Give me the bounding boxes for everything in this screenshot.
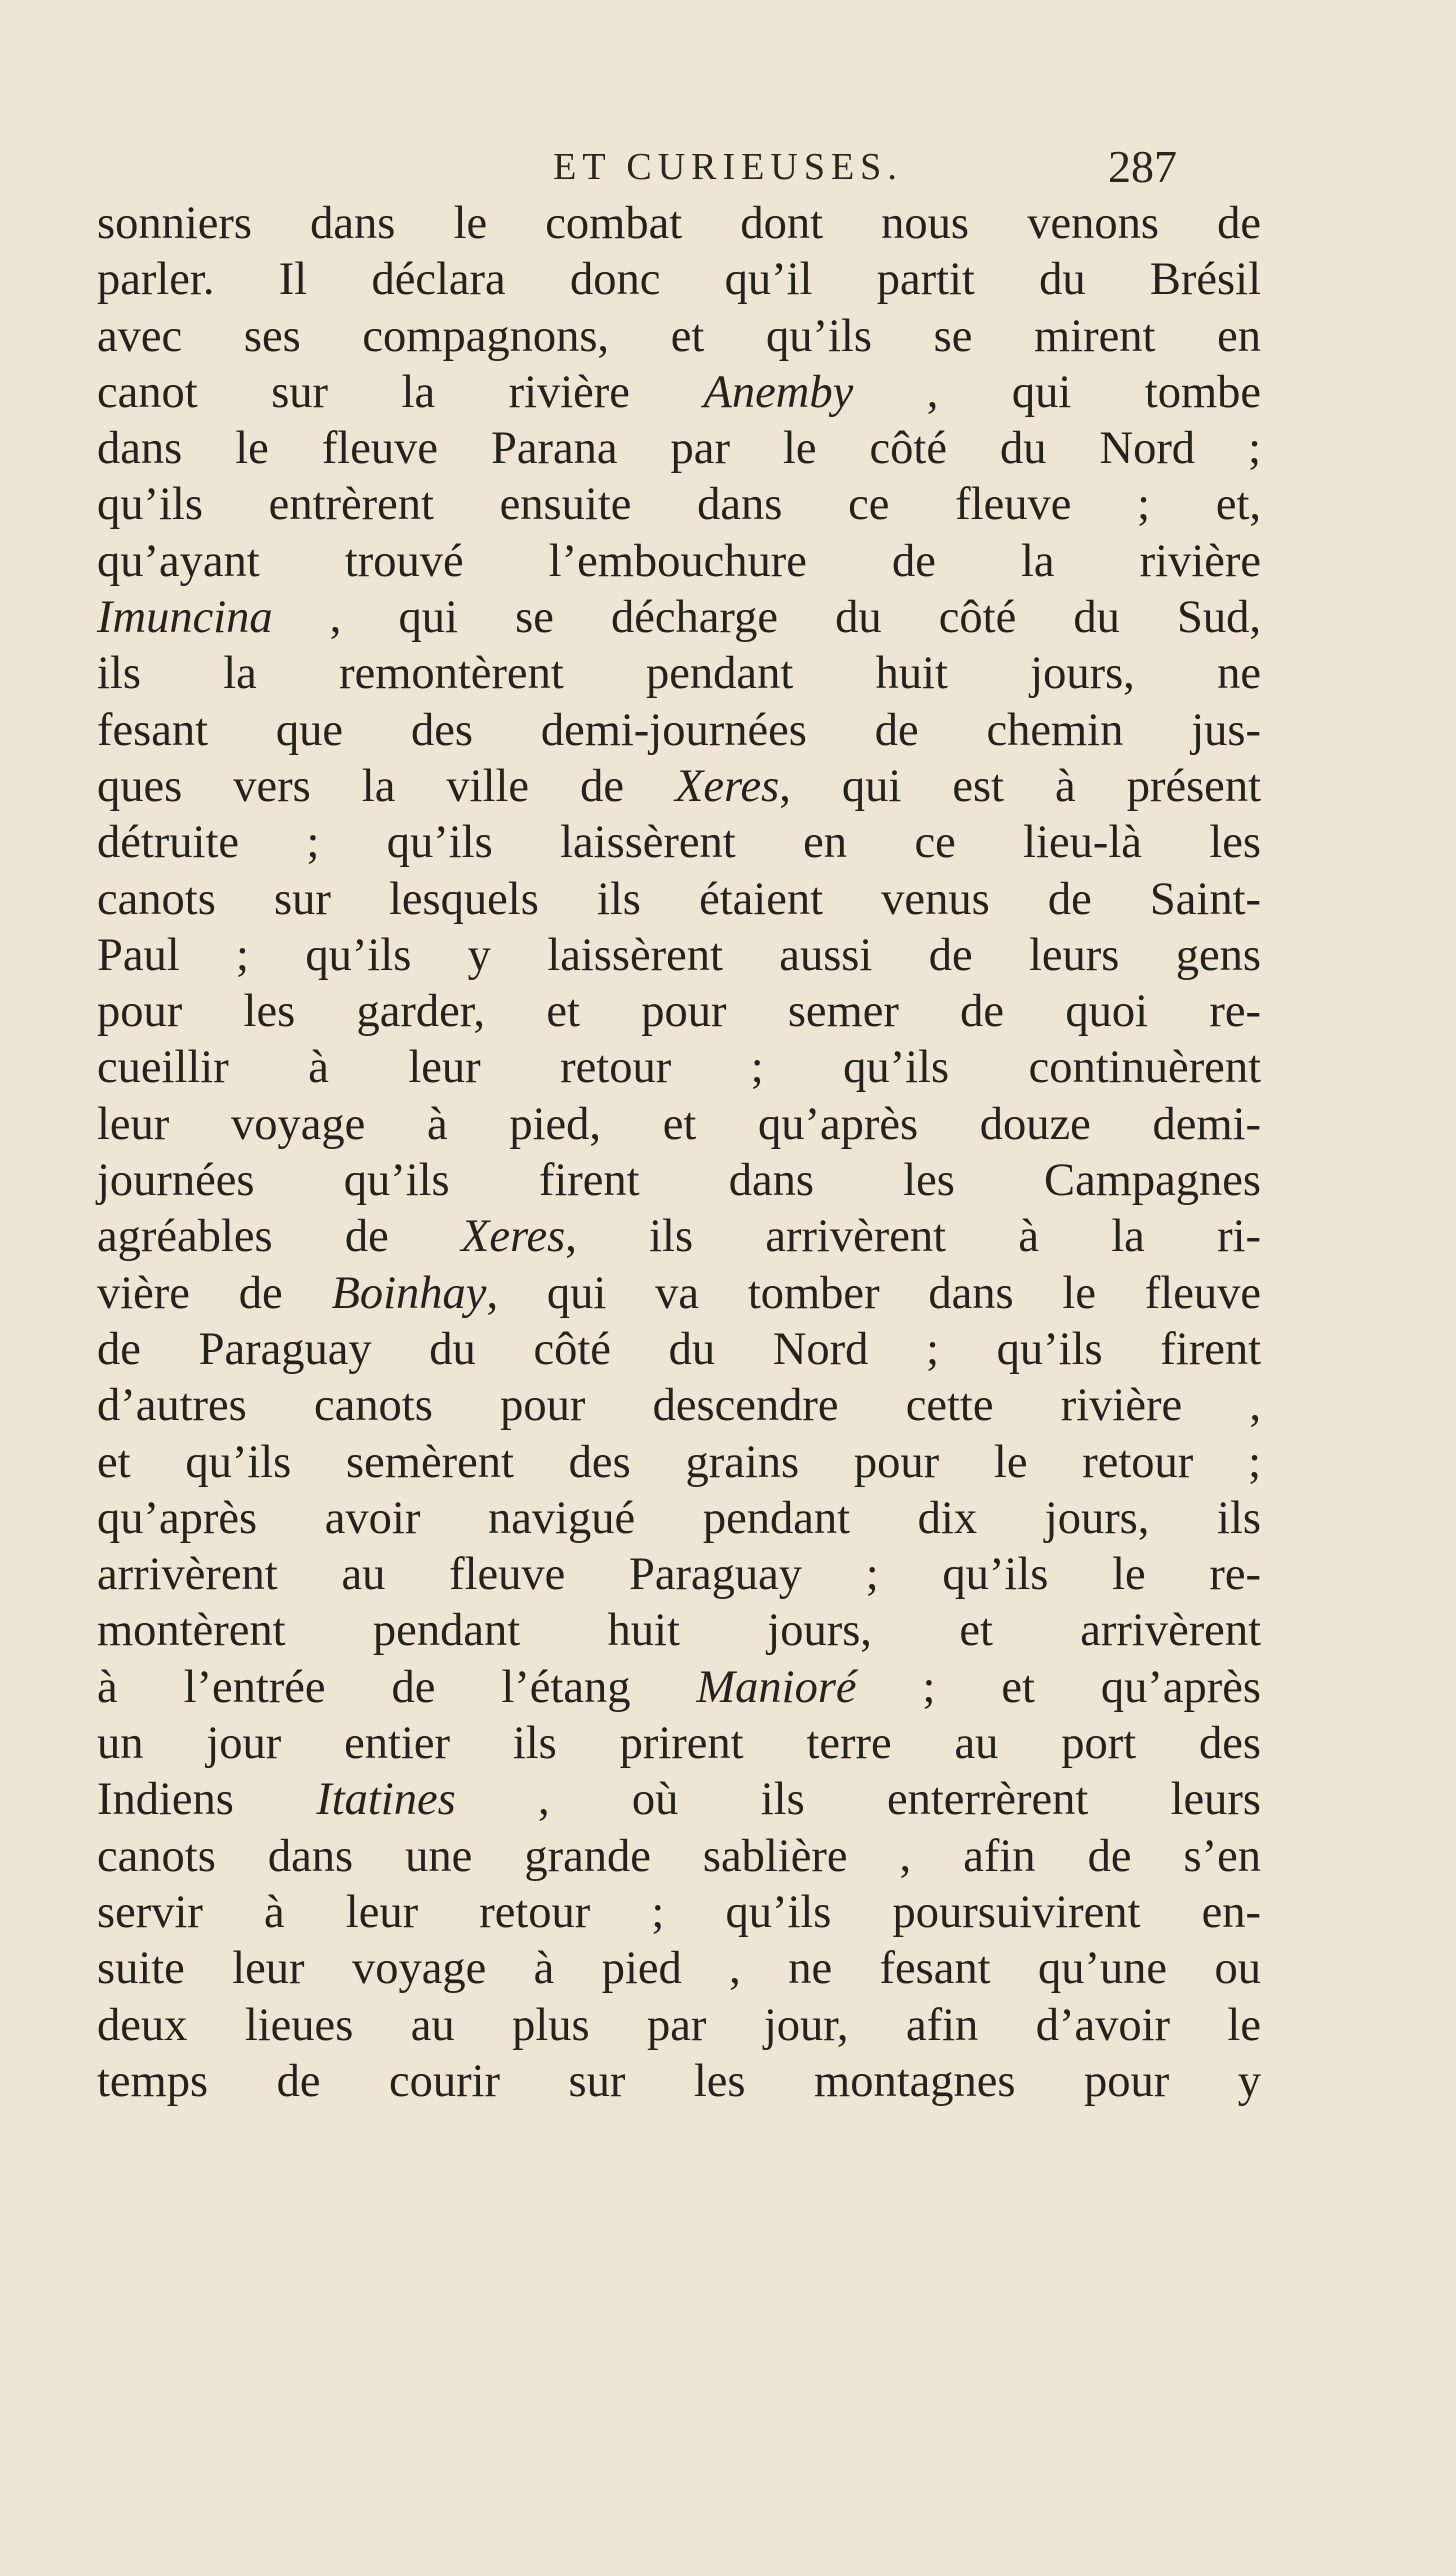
text-run: de Paraguay du côté du Nord ; qu’ils firent	[97, 1323, 1261, 1375]
text-line	[97, 365, 1261, 421]
text-line	[97, 1716, 1261, 1772]
body-text	[97, 196, 1261, 2110]
text-line	[97, 1491, 1261, 1547]
text-line	[97, 1998, 1261, 2054]
page-number: 287	[1108, 141, 1177, 192]
text-run: parler. Il déclara donc qu’il partit du Brésil	[97, 254, 1261, 306]
text-line	[97, 1378, 1261, 1434]
text-run: vière de	[97, 1267, 332, 1319]
italic-proper-noun: Xeres	[675, 760, 780, 812]
italic-proper-noun: Itatines	[316, 1774, 456, 1826]
text-run: à l’entrée de l’étang	[97, 1661, 697, 1713]
italic-proper-noun: Boinhay	[331, 1267, 487, 1319]
text-line	[97, 759, 1261, 815]
text-run: ils la remontèrent pendant huit jours, ne	[97, 648, 1261, 700]
text-line	[97, 1829, 1261, 1885]
italic-proper-noun: Anemby	[703, 366, 854, 418]
text-run: canots sur lesquels ils étaient venus de Saint-	[97, 873, 1261, 925]
text-run: deux lieues au plus par jour, afin d’avoir le	[97, 1999, 1261, 2051]
text-line	[97, 1435, 1261, 1491]
text-run: détruite ; qu’ils laissèrent en ce lieu-là les	[97, 817, 1261, 869]
text-run: temps de courir sur les montagnes pour y	[97, 2055, 1261, 2107]
text-line	[97, 703, 1261, 759]
italic-proper-noun: Manioré	[696, 1661, 857, 1713]
text-line	[97, 2054, 1261, 2110]
text-line	[97, 1547, 1261, 1603]
text-line	[97, 928, 1261, 984]
text-line	[97, 590, 1261, 646]
text-run: montèrent pendant huit jours, et arrivèrent	[97, 1605, 1261, 1657]
text-run: qu’après avoir navigué pendant dix jours, ils	[97, 1492, 1261, 1544]
italic-proper-noun: Imuncina	[97, 592, 273, 644]
text-run: canot sur la rivière	[97, 366, 704, 418]
text-line	[97, 196, 1261, 252]
text-run: Indiens	[97, 1774, 317, 1826]
text-run: journées qu’ils firent dans les Campagnes	[97, 1155, 1261, 1207]
text-line	[97, 421, 1261, 477]
text-line	[97, 872, 1261, 928]
text-run: qu’ils entrèrent ensuite dans ce fleuve ; et,	[97, 479, 1261, 531]
text-run: arrivèrent au fleuve Paraguay ; qu’ils le re-	[97, 1549, 1261, 1601]
text-run: agréables de	[97, 1211, 462, 1263]
text-run: , qui est à présent	[779, 760, 1261, 812]
text-run: ques vers la ville de	[97, 760, 676, 812]
text-line	[97, 1660, 1261, 1716]
text-line	[97, 309, 1261, 365]
text-line	[97, 815, 1261, 871]
text-run: , où ils enterrèrent leurs	[455, 1774, 1262, 1826]
text-line	[97, 1040, 1261, 1096]
italic-proper-noun: Xeres	[461, 1211, 566, 1263]
text-line	[97, 1941, 1261, 1997]
text-line	[97, 1209, 1261, 1265]
text-run: , qui se décharge du côté du Sud,	[272, 592, 1261, 644]
text-line	[97, 1266, 1261, 1322]
text-line	[97, 534, 1261, 590]
running-title: ET CURIEUSES.	[553, 146, 903, 188]
text-run: , ils arrivèrent à la ri-	[565, 1211, 1261, 1263]
text-run: Paul ; qu’ils y laissèrent aussi de leurs gens	[97, 929, 1261, 981]
text-line	[97, 1772, 1261, 1828]
text-run: suite leur voyage à pied , ne fesant qu’une ou	[97, 1943, 1261, 1995]
text-line	[97, 646, 1261, 702]
text-run: , qui tombe	[853, 366, 1262, 418]
text-line	[97, 1885, 1261, 1941]
text-run: servir à leur retour ; qu’ils poursuivirent en-	[97, 1886, 1261, 1938]
text-line	[97, 477, 1261, 533]
text-run: sonniers dans le combat dont nous venons de	[97, 198, 1261, 249]
text-line	[97, 984, 1261, 1040]
text-run: pour les garder, et pour semer de quoi re-	[97, 986, 1261, 1038]
text-run: fesant que des demi-journées de chemin jus-	[97, 704, 1261, 756]
text-line	[97, 1153, 1261, 1209]
text-run: avec ses compagnons, et qu’ils se mirent en	[97, 310, 1261, 362]
text-run: ; et qu’après	[856, 1661, 1261, 1713]
text-line	[97, 1603, 1261, 1659]
text-run: qu’ayant trouvé l’embouchure de la rivière	[97, 535, 1261, 587]
text-line	[97, 1097, 1261, 1153]
text-run: cueillir à leur retour ; qu’ils continuèrent	[97, 1042, 1261, 1094]
text-run: et qu’ils semèrent des grains pour le retour ;	[97, 1436, 1261, 1488]
text-line	[97, 252, 1261, 308]
text-run: canots dans une grande sablière , afin de s’en	[97, 1830, 1261, 1882]
text-run: dans le fleuve Parana par le côté du Nord ;	[97, 423, 1261, 475]
text-run: , qui va tomber dans le fleuve	[486, 1267, 1261, 1319]
text-run: leur voyage à pied, et qu’après douze demi-	[97, 1098, 1261, 1150]
text-run: d’autres canots pour descendre cette rivière ,	[97, 1380, 1261, 1432]
text-line	[97, 1322, 1261, 1378]
text-run: un jour entier ils prirent terre au port des	[97, 1718, 1261, 1770]
